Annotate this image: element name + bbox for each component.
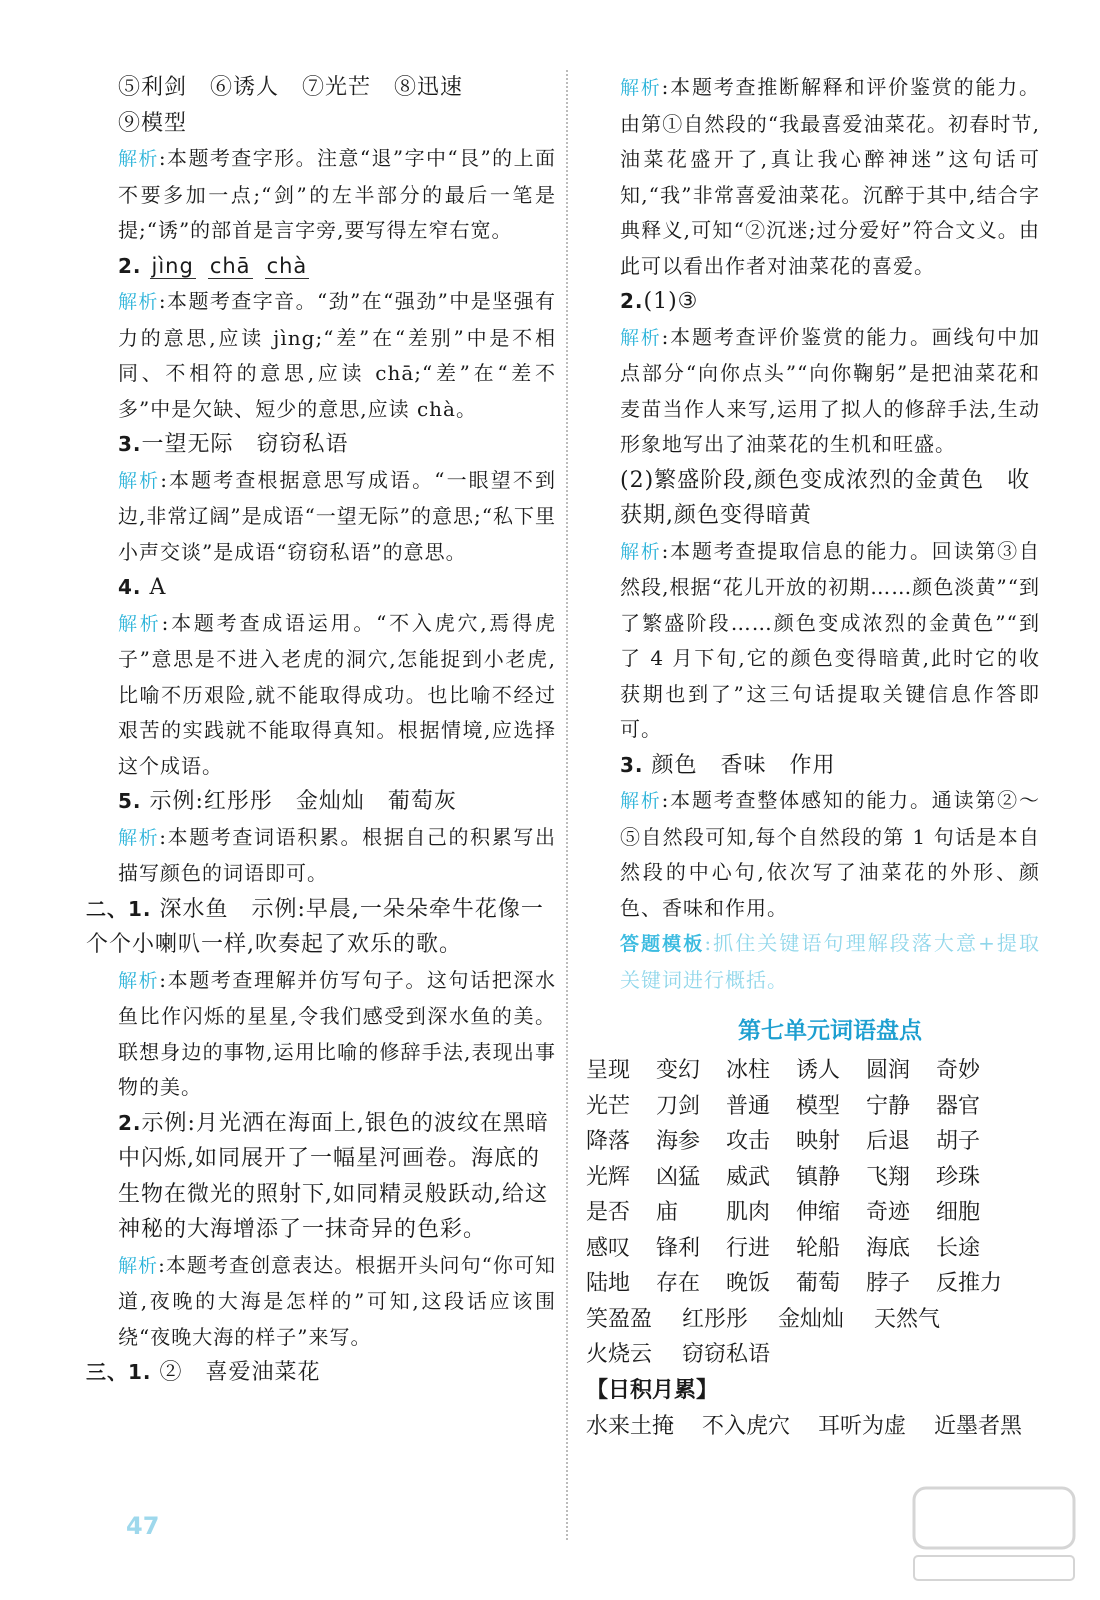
- analysis: 解析:本题考查字音。“劲”在“强劲”中是坚强有力的意思,应读 jìng;“差”在“差别”中是不相同、不相符的意思,应读 chā;“差”在“差不多”中是欠缺、短少的意思,应读 chà。: [118, 289, 556, 421]
- word-row: 光芒 刀剑 普通 模型 宁静 器官: [586, 1093, 981, 1119]
- analysis: 解析:本题考查词语积累。根据自己的积累写出描写颜色的词语即可。: [118, 824, 556, 885]
- word-row: 呈现 变幻 冰柱 诱人 圆润 奇妙: [586, 1058, 981, 1083]
- pinyin: jìng: [151, 253, 194, 278]
- answer-line: ⑨模型: [118, 110, 188, 136]
- pinyin: chā: [209, 253, 251, 278]
- word-row: 降落 海参 攻击 映射 后退 胡子: [586, 1129, 981, 1154]
- word-row: 是否 庙 肌肉 伸缩 奇迹 细胞: [586, 1200, 981, 1225]
- section-heading: 【日积月累】: [586, 1377, 719, 1403]
- analysis: 解析:本题考查理解并仿写句子。这句话把深水鱼比作闪烁的星星,令我们感受到深水鱼的美。联想身边的事物,运用比喻的修辞手法,表现出事物的美。: [118, 967, 556, 1099]
- analysis-label: 解析: [118, 469, 161, 492]
- right-column: [586, 70, 1040, 1445]
- word-list: [586, 1053, 1040, 1373]
- section-three-answer: 三、1. ② 喜爱油菜花: [86, 1360, 321, 1385]
- answer-template: 答题模板:抓住关键语句理解段落大意+提取关键词进行概括。: [620, 931, 1040, 992]
- analysis: 解析:本题考查创意表达。根据开头问句“你可知道,夜晚的大海是怎样的”可知,这段话应该围绕“夜晚大海的样子”来写。: [118, 1252, 556, 1349]
- answer-line: 2.示例:月光洒在海面上,银色的波纹在黑暗中闪烁,如同展开了一幅星河画卷。海底的生物在微光的照射下,如同精灵般跃动,给这神秘的大海增添了一抹奇异的色彩。: [118, 1110, 549, 1242]
- word-row: 感叹 锋利 行进 轮船 海底 长途: [586, 1235, 981, 1261]
- analysis: 解析:本题考查根据意思写成语。“一眼望不到边,非常辽阔”是成语“一望无际”的意思;“私下里小声交谈”是成语“窃窃私语”的意思。: [118, 467, 556, 564]
- analysis-label: 解析: [118, 612, 162, 635]
- analysis: 解析:本题考查整体感知的能力。通读第②～⑤自然段可知,每个自然段的第 1 句话是本自然段的中心句,依次写了油菜花的外形、颜色、香味和作用。: [620, 788, 1040, 920]
- word-row: 光辉 凶猛 威武 镇静 飞翔 珍珠: [586, 1164, 981, 1190]
- watermark-logo: [904, 1478, 1084, 1588]
- answer-line: 3.一望无际 窃窃私语: [118, 432, 349, 457]
- answer-line: 4. A: [118, 575, 167, 600]
- unit-title: 第七单元词语盘点: [738, 1018, 922, 1044]
- proverb-list: 水来土掩 不入虎穴 耳听为虚 近墨者黑: [586, 1413, 1023, 1439]
- column-divider: [566, 70, 568, 1540]
- analysis-label: 解析: [118, 1254, 159, 1277]
- template-label: 答题模板: [620, 933, 705, 955]
- answer-line: 2.(1)③: [620, 289, 699, 314]
- analysis: 解析:本题考查字形。注意“退”字中“艮”的上面不要多加一点;“剑”的左半部分的最后一笔是提;“诱”的部首是言字旁,要写得左窄右宽。: [118, 146, 556, 242]
- analysis-label: 解析: [118, 969, 160, 992]
- page-number: 47: [126, 1512, 160, 1540]
- left-column: [86, 70, 556, 1391]
- answer-line: 3. 颜色 香味 作用: [620, 752, 836, 778]
- analysis-label: 解析: [118, 291, 159, 313]
- analysis-label: 解析: [118, 148, 159, 170]
- analysis: 解析:本题考查推断解释和评价鉴赏的能力。由第①自然段的“我最喜爱油菜花。初春时节,油菜花盛开了,真让我心醉神迷”这句话可知,“我”非常喜爱油菜花。沉醉于其中,结合字典释义,可知“②沉迷;过分爱好”符合文义。由此可以看出作者对油菜花的喜爱。: [620, 75, 1040, 278]
- answer-line: ⑤利剑 ⑥诱人 ⑦光芒 ⑧迅速: [118, 75, 464, 100]
- word-row: 笑盈盈 红彤彤 金灿灿 天然气: [586, 1306, 941, 1332]
- section-two-answer: 二、1. 深水鱼 示例:早晨,一朵朵牵牛花像一个个小喇叭一样,吹奏起了欢乐的歌。: [86, 896, 544, 957]
- answer-line: (2)繁盛阶段,颜色变成浓烈的金黄色 收获期,颜色变得暗黄: [620, 467, 1031, 528]
- word-row: 火烧云 窃窃私语: [586, 1342, 771, 1367]
- answer-line: 2. jìng chā chà: [118, 253, 308, 278]
- analysis: 解析:本题考查提取信息的能力。回读第③自然段,根据“花儿开放的初期……颜色淡黄”“到了繁盛阶段……颜色变成浓烈的金黄色”“到了 4 月下旬,它的颜色变得暗黄,此时它的收获期也到了”这三句话提取关键信息作答即可。: [620, 538, 1040, 741]
- analysis: 解析:本题考查成语运用。“不入虎穴,焉得虎子”意思是不进入老虎的洞穴,怎能捉到小老虎,比喻不历艰险,就不能取得成功。也比喻不经过艰苦的实践就不能取得真知。根据情境,应选择这个成语。: [118, 610, 556, 778]
- analysis: 解析:本题考查评价鉴赏的能力。画线句中加点部分“向你点头”“向你鞠躬”是把油菜花和麦苗当作人来写,运用了拟人的修辞手法,生动形象地写出了油菜花的生机和旺盛。: [620, 324, 1040, 456]
- analysis-label: 解析: [620, 540, 662, 563]
- analysis-label: 解析: [620, 77, 662, 99]
- word-row: 陆地 存在 晚饭 葡萄 脖子 反推力: [586, 1271, 1003, 1296]
- answer-line: 5. 示例:红彤彤 金灿灿 葡萄灰: [118, 789, 457, 814]
- analysis-label: 解析: [620, 790, 662, 812]
- analysis-label: 解析: [620, 326, 662, 349]
- analysis-label: 解析: [118, 826, 160, 849]
- pinyin: chà: [266, 253, 308, 278]
